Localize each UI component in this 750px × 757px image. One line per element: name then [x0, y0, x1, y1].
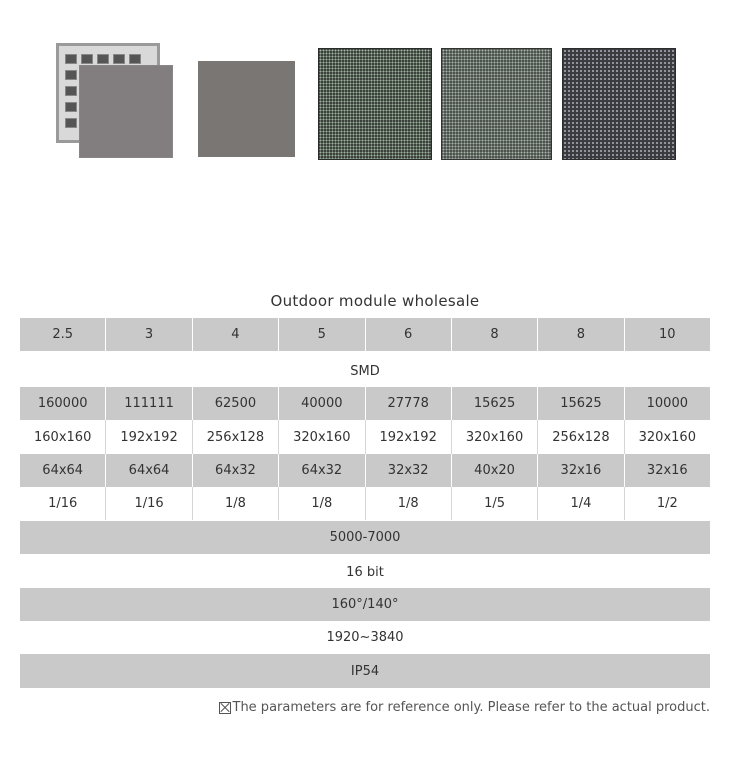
table-cell: 320x160	[279, 420, 365, 454]
product-gallery	[0, 0, 750, 180]
table-cell: 1/8	[279, 487, 365, 520]
led-module-front-image	[80, 66, 172, 157]
table-cell: 5000-7000	[329, 530, 401, 545]
table-cell: 10000	[646, 396, 688, 411]
table-cell: 320x160	[452, 420, 538, 454]
table-cell: 1/16	[106, 487, 192, 520]
table-cell: 64x32	[193, 454, 279, 487]
spec-row-brightness	[20, 521, 710, 554]
table-cell: 1/16	[20, 487, 106, 520]
page-title: Outdoor module wholesale	[270, 292, 480, 310]
table-cell: 1920~3840	[326, 630, 404, 645]
table-cell: 16 bit	[346, 565, 384, 580]
table-cell: 10	[659, 327, 676, 342]
table-cell: 192x192	[106, 420, 192, 454]
table-cell: 160000	[20, 387, 106, 420]
table-cell: 64x32	[279, 454, 365, 487]
spec-row-view-angle	[20, 588, 710, 621]
reference-note	[219, 700, 711, 715]
table-cell: 5	[279, 318, 365, 351]
table-cell: 3	[106, 318, 192, 351]
table-cell: 32x16	[646, 463, 688, 478]
table-cell: 1/5	[452, 487, 538, 520]
table-cell: 8	[452, 318, 538, 351]
spec-row-module-size	[20, 420, 710, 454]
spec-row-type	[20, 355, 710, 387]
table-cell: 64x64	[20, 454, 106, 487]
table-cell: 15625	[452, 387, 538, 420]
table-cell: 4	[193, 318, 279, 351]
table-cell: 6	[366, 318, 452, 351]
table-cell: IP54	[350, 663, 380, 679]
table-cell: 192x192	[366, 420, 452, 454]
table-cell: 320x160	[638, 429, 696, 445]
reference-note-text: The parameters are for reference only. Please refer to the actual product.	[232, 700, 710, 715]
spec-row-refresh	[20, 621, 710, 654]
crossed-box-icon	[219, 702, 231, 714]
table-cell: 160x160	[20, 420, 106, 454]
table-cell: 160°/140°	[331, 597, 399, 612]
led-module-outdoor-dark-image	[562, 48, 676, 160]
led-module-outdoor-grid-image	[441, 48, 552, 160]
spec-row-ip-rating	[20, 654, 710, 688]
spec-row-resolution	[20, 454, 710, 487]
led-module-outdoor-green-image	[318, 48, 432, 160]
table-cell: 1/2	[656, 496, 678, 511]
table-cell: 8	[538, 318, 624, 351]
table-cell: 111111	[106, 387, 192, 420]
table-cell: 1/8	[193, 487, 279, 520]
table-cell: 1/4	[538, 487, 624, 520]
table-cell: 27778	[366, 387, 452, 420]
table-cell: 1/8	[366, 487, 452, 520]
table-cell: 15625	[538, 387, 624, 420]
table-cell: 2.5	[20, 318, 106, 351]
spec-row-pitch	[20, 318, 710, 351]
table-cell: 256x128	[538, 420, 624, 454]
table-cell: 256x128	[193, 420, 279, 454]
table-cell: 32x16	[538, 454, 624, 487]
spec-row-scan	[20, 487, 710, 520]
spec-row-gray-scale	[20, 556, 710, 589]
table-cell: 40x20	[452, 454, 538, 487]
table-cell: 64x64	[106, 454, 192, 487]
led-module-indoor-panel-image	[198, 61, 295, 157]
table-cell: 62500	[193, 387, 279, 420]
spec-row-density	[20, 387, 710, 420]
table-cell: 32x32	[366, 454, 452, 487]
table-cell: 40000	[279, 387, 365, 420]
table-cell: SMD	[350, 363, 380, 379]
